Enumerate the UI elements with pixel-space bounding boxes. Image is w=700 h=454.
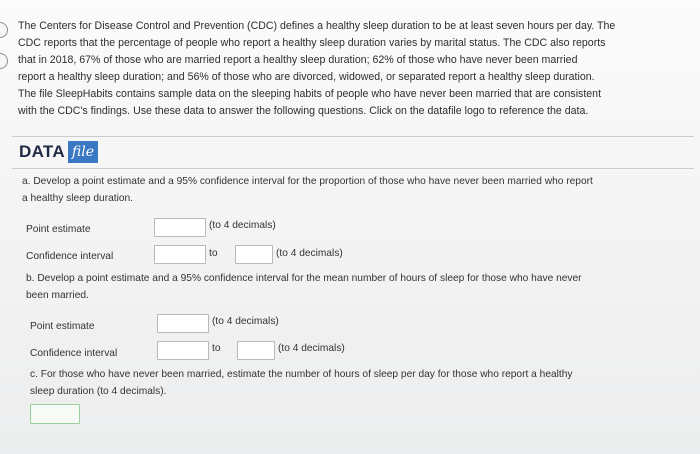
intro-line: The file SleepHabits contains sample data on the sleeping habits of people who have never been married that are consistent <box>18 88 602 100</box>
part-a-line: a healthy sleep duration. <box>22 193 134 204</box>
intro-line: that in 2018, 67% of those who are married report a healthy sleep duration; 62% of those who have never been married <box>18 54 578 66</box>
part-b-line: b. Develop a point estimate and a 95% confidence interval for the mean number of hours of sleep for those who have never <box>26 273 582 284</box>
part-b-point-hint: (to 4 decimals) <box>212 316 279 327</box>
part-a-to-label: to <box>209 248 218 259</box>
left-edge-tab-icon[interactable] <box>0 53 8 69</box>
datafile-logo[interactable] <box>19 141 98 163</box>
divider <box>12 168 694 169</box>
divider <box>12 136 694 137</box>
part-b-line: been married. <box>26 290 89 301</box>
part-a-line: a. Develop a point estimate and a 95% confidence interval for the proportion of those who have never been married who report <box>22 176 593 187</box>
intro-line: CDC reports that the percentage of people who report a healthy sleep duration varies by marital status. The CDC also reports <box>18 37 606 49</box>
part-b-point-input[interactable] <box>157 314 209 333</box>
part-a-ci-label: Confidence interval <box>26 251 114 262</box>
part-a-ci-lower-input[interactable] <box>154 245 206 264</box>
part-c-line: c. For those who have never been married, estimate the number of hours of sleep per day for those who report a healthy <box>30 369 573 380</box>
datafile-logo-file: file <box>68 141 98 163</box>
part-b-ci-lower-input[interactable] <box>157 341 209 360</box>
part-a-point-input[interactable] <box>154 218 206 237</box>
datafile-logo-data: DATA <box>19 142 65 161</box>
part-c-answer-input[interactable] <box>30 404 80 424</box>
part-a-ci-hint: (to 4 decimals) <box>276 248 343 259</box>
part-a-ci-upper-input[interactable] <box>235 245 273 264</box>
left-edge-tab-icon[interactable] <box>0 22 8 38</box>
part-b-ci-upper-input[interactable] <box>237 341 275 360</box>
part-b-ci-hint: (to 4 decimals) <box>278 343 345 354</box>
part-b-to-label: to <box>212 343 221 354</box>
problem-intro <box>18 18 686 120</box>
intro-line: with the CDC's findings. Use these data to answer the following questions. Click on the datafile logo to reference the data. <box>18 105 589 117</box>
part-a-question <box>22 173 690 207</box>
intro-line: report a healthy sleep duration; and 56% of those who are divorced, widowed, or separated report a healthy sleep duration. <box>18 71 595 83</box>
part-a-point-hint: (to 4 decimals) <box>209 220 276 231</box>
part-b-point-label: Point estimate <box>30 321 95 332</box>
part-a-point-label: Point estimate <box>26 224 91 235</box>
part-c-question <box>30 366 690 400</box>
part-c-line: sleep duration (to 4 decimals). <box>30 386 167 397</box>
part-b-question <box>26 270 690 304</box>
intro-line: The Centers for Disease Control and Prevention (CDC) defines a healthy sleep duration to be at least seven hours per day. The <box>18 20 616 32</box>
part-b-ci-label: Confidence interval <box>30 348 118 359</box>
